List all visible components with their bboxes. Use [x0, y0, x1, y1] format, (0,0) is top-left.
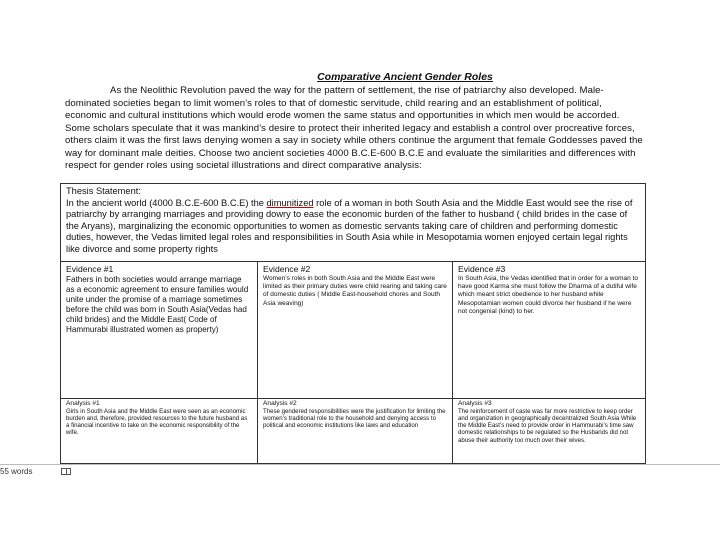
- thesis-text-rest: role of a woman in both South Asia and the Middle East would see the rise of patriarchy by arranging marriages and providing dowry to ease the economic burden of the father to husband ( child brides in the case of the Aryans), marginalizing the economic opportunities to women as domestic servants taking care of children and performing domestic duties, however, the Vedas limited legal roles and responsibilities in South Asia while in Mesopotamia women enjoyed certain legal rights like divorce and some property rights: [66, 197, 633, 254]
- word-count[interactable]: 55 words: [0, 467, 33, 476]
- evidence-row: [61, 262, 645, 399]
- intro-text: As the Neolithic Revolution paved the way for the pattern of settlement, the rise of patriarchy also developed. Male-dominated societies began to limit women’s roles to that of domestic servitude, child rearing and an establishment of political, economic and cultural institutions which would erode women the same status and opportunities in which men would be accorded. Some scholars speculate that it was mankind’s desire to protect their inherited legacy and establish a control over procreative forces, others claim it was the first laws denying women a say in society while others continue the argument that female Goddesses paved the way for dominant male deities. Choose two ancient societies 4000 B.C.E-600 B.C.E and evaluate the similarities and differences with respect for gender roles using societal illustrations and direct comparative analysis:: [65, 85, 643, 171]
- book-icon[interactable]: [61, 468, 71, 475]
- thesis-cell[interactable]: [61, 184, 645, 262]
- analysis-row: [61, 398, 645, 463]
- evidence-cell-2[interactable]: [257, 262, 452, 398]
- analysis-text-1: Girls in South Asia and the Middle East were seen as an economic burden and, therefore, provided resources to the future husband as a financial incentive to take on the economic responsibility of the wife.: [66, 407, 248, 437]
- analysis-title-2: Analysis #2: [263, 400, 297, 407]
- thesis-text: [66, 198, 640, 256]
- evidence-text-1: Fathers in both societies would arrange marriage as a economic agreement to ensure families would unite under the promise of a marriage sometimes before the child was born in South Asia(Vedas had child brides) and the Middle East( Code of Hammurabi illustrated women as property): [66, 275, 249, 334]
- thesis-text-start: In the ancient world (4000 B.C.E-600 B.C.E) the: [66, 197, 267, 208]
- comparison-table: [60, 183, 646, 464]
- analysis-cell-1[interactable]: [61, 398, 257, 463]
- evidence-title-1: Evidence #1: [66, 264, 114, 274]
- evidence-cell-1[interactable]: [61, 262, 257, 398]
- evidence-title-3: Evidence #3: [458, 264, 506, 274]
- evidence-cell-3[interactable]: [452, 262, 645, 398]
- thesis-label: Thesis Statement:: [66, 186, 141, 196]
- analysis-title-1: Analysis #1: [66, 400, 100, 407]
- document-title: Comparative Ancient Gender Roles: [317, 71, 493, 83]
- analysis-title-3: Analysis #3: [458, 400, 492, 407]
- analysis-text-2: These gendered responsibilities were the justification for limiting the women’s traditional role to the household and denying access to political and economic institutions like laws and education: [263, 407, 446, 430]
- status-bar: [0, 464, 720, 479]
- analysis-cell-2[interactable]: [257, 398, 452, 463]
- misspelled-word[interactable]: dimunitized: [266, 197, 314, 208]
- analysis-cell-3[interactable]: [452, 398, 645, 463]
- top-blank-area: [0, 0, 720, 60]
- evidence-title-2: Evidence #2: [263, 264, 311, 274]
- evidence-text-3: In South Asia, the Vedas identified that in order for a woman to have good Karma she must follow the Dharma of a dutiful wife which meant strict obedience to her husband while Mesopotamian women could divorce her husband if he were not congenial (kind) to her.: [458, 275, 638, 315]
- intro-paragraph: [65, 85, 645, 173]
- analysis-text-3: The reinforcement of caste was far more restrictive to keep order and organization in geographically decentralized South Asia While the Middle East’s need to provide order in Hammurabi’s time saw domestic relationships to be regulated so the Husbands did not abuse their authority too much over their wives.: [458, 407, 637, 444]
- evidence-text-2: Women’s roles in both South Asia and the Middle East were limited as their primary duties were child rearing and taking care of domestic duties ( Middle East-household chores and South Asia weaving): [263, 275, 447, 307]
